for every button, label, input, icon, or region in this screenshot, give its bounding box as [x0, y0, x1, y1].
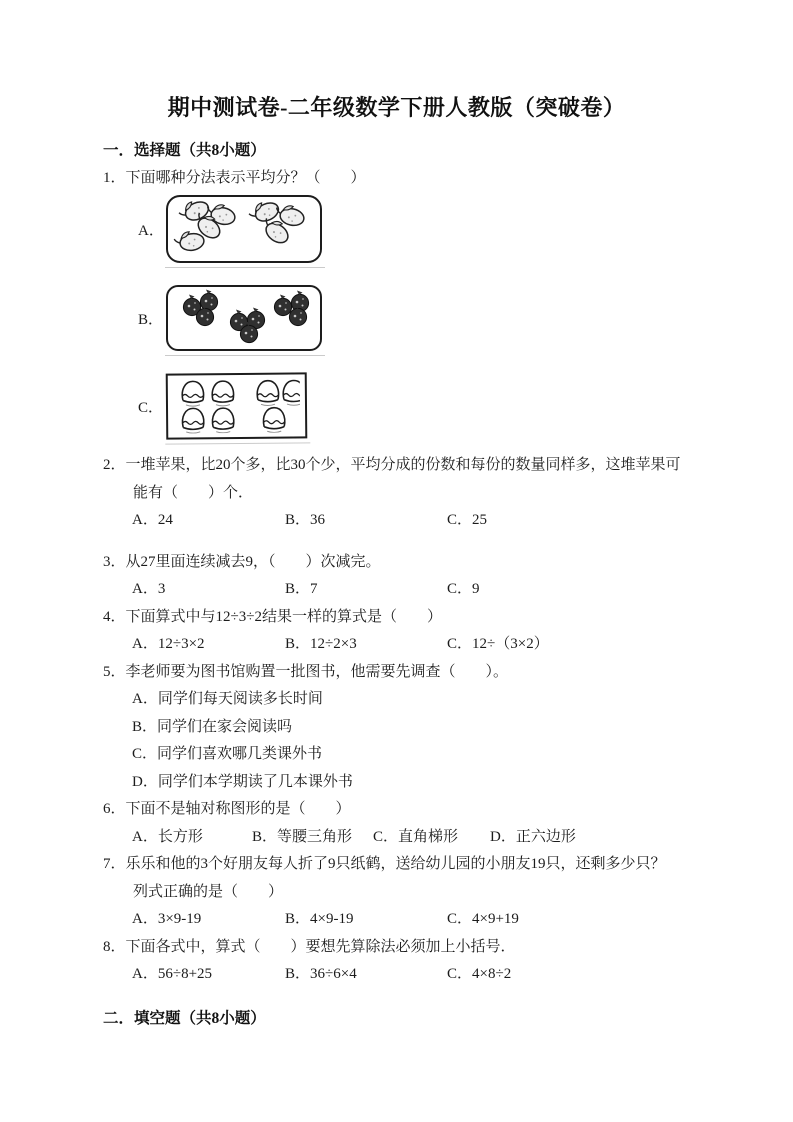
chick-groups-icon	[168, 374, 301, 433]
q8-option-c: C．4×8÷2	[447, 966, 512, 982]
q1-option-a-label: A．	[138, 222, 164, 239]
q4-option-a: A．12÷3×2	[132, 636, 205, 652]
q1-option-a-image	[166, 195, 322, 263]
question-2-options	[132, 507, 703, 535]
fruit-clusters-icon	[168, 197, 316, 257]
q3-option-b: B．7	[285, 581, 318, 597]
q1-option-c-label: C．	[138, 399, 164, 416]
q7-option-b: B．4×9-19	[285, 911, 354, 927]
q1-option-b-row	[103, 285, 703, 351]
q5-option-b: B．同学们在家会阅读吗	[132, 718, 293, 735]
question-2-text-line-2: 能有（ ）个．	[133, 484, 254, 501]
q6-option-c: C．直角梯形	[373, 828, 459, 845]
q3-option-c: C．9	[447, 581, 480, 597]
question-8-text: 8．下面各式中，算式（ ）要想先算除法必须加上小括号．	[103, 938, 516, 955]
exam-title: 期中测试卷-二年级数学下册人教版（突破卷）	[167, 95, 626, 120]
q2-option-a: A．24	[132, 512, 173, 528]
q8-option-a: A．56÷8+25	[132, 966, 213, 982]
question-1-text: 1．下面哪种分法表示平均分？（ ）	[103, 169, 366, 186]
question-8-options	[132, 961, 703, 989]
q7-option-c: C．4×9+19	[447, 911, 519, 927]
question-6-options	[132, 824, 703, 852]
question-7-text-line-2: 列式正确的是（ ）	[133, 883, 284, 900]
q1-option-a-row	[103, 195, 703, 263]
q2-option-b: B．36	[285, 512, 326, 528]
q5-option-a: A．同学们每天阅读多长时间	[132, 691, 323, 707]
q3-option-a: A．3	[132, 581, 166, 597]
section-2-heading: 二．填空题（共8小题）	[103, 1009, 266, 1027]
question-4-options	[132, 631, 703, 659]
question-2-text-line-1: 2．一堆苹果，比20个多，比30个少，平均分成的份数和每份的数量同样多，这堆苹果可	[103, 457, 681, 473]
question-7-options	[132, 906, 703, 934]
exam-content	[103, 137, 703, 1032]
question-4-text: 4．下面算式中与12÷3÷2结果一样的算式是（ ）	[103, 608, 442, 625]
q1-option-c-row	[103, 373, 703, 439]
q6-option-b: B．等腰三角形	[252, 828, 353, 845]
q1-option-b-image	[166, 285, 322, 351]
q4-option-c: C．12÷（3×2）	[447, 636, 549, 652]
q6-option-a: A．长方形	[132, 828, 203, 845]
q2-option-c: C．25	[447, 512, 488, 528]
question-6-text: 6．下面不是轴对称图形的是（ ）	[103, 801, 351, 817]
question-3-options	[132, 576, 703, 604]
q5-option-d: D．同学们本学期读了几本课外书	[132, 773, 353, 790]
question-5-text: 5．李老师要为图书馆购置一批图书，他需要先调查（ ）。	[103, 663, 509, 680]
section-1-heading: 一．选择题（共8小题）	[103, 142, 266, 159]
q8-option-b: B．36÷6×4	[285, 966, 357, 982]
q6-option-d: D．正六边形	[490, 828, 576, 845]
q1-option-c-image	[166, 372, 308, 439]
question-3-text: 3．从27里面连续减去9，（ ）次减完。	[103, 553, 381, 570]
q5-option-c: C．同学们喜欢哪几类课外书	[132, 746, 323, 762]
q1-option-b-label: B．	[138, 311, 164, 328]
q4-option-b: B．12÷2×3	[285, 636, 357, 652]
q7-option-a: A．3×9-19	[132, 911, 202, 927]
berry-clusters-icon	[168, 287, 316, 345]
question-7-text-line-1: 7．乐乐和他的3个好朋友每人折了9只纸鹤，送给幼儿园的小朋友19只，还剩多少只？	[103, 856, 666, 872]
